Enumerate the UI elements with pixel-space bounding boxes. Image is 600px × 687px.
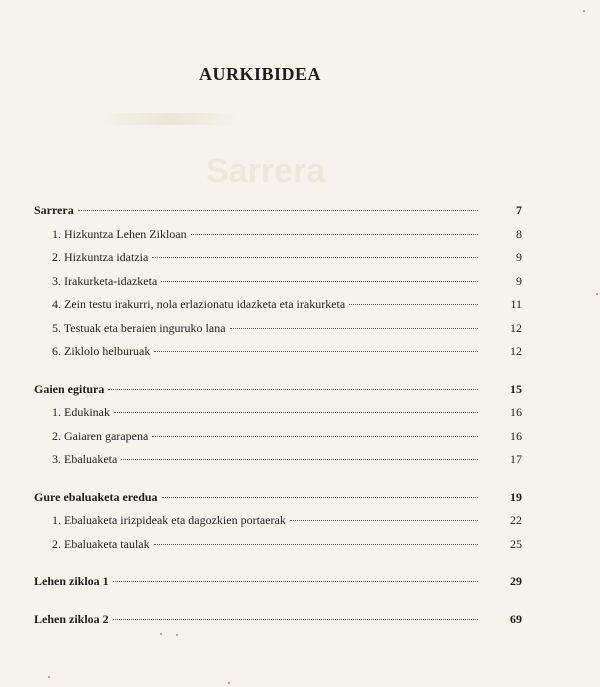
toc-page-number: 17: [510, 452, 522, 466]
toc-entry[interactable]: [34, 452, 522, 476]
toc-section: [34, 574, 522, 598]
toc-section-heading[interactable]: [34, 382, 522, 406]
toc-section: [34, 203, 522, 368]
bleed-through-heading: Sarrera: [206, 152, 326, 190]
paper-speck: [583, 10, 585, 12]
dot-leader: [230, 328, 478, 329]
toc-page-number: 7: [516, 203, 522, 217]
toc-section-title: Sarrera: [34, 203, 74, 217]
toc-entry-label: 1. Hizkuntza Lehen Zikloan: [52, 226, 187, 241]
toc-section-heading[interactable]: [34, 612, 522, 636]
dot-leader: [152, 436, 478, 437]
page-title: AURKIBIDEA: [198, 64, 322, 84]
dot-leader: [290, 520, 478, 521]
toc-page-number: 19: [510, 489, 522, 504]
dot-leader: [121, 459, 478, 460]
toc-entry[interactable]: [34, 344, 522, 368]
toc-section-heading[interactable]: [34, 203, 522, 227]
toc-section-title: Gure ebaluaketa eredua: [34, 489, 158, 504]
toc-page-number: 15: [510, 381, 522, 396]
dot-leader: [152, 257, 478, 258]
paper-speck: [228, 682, 230, 684]
bleed-through-smudge: [100, 113, 240, 125]
toc-entry[interactable]: [34, 274, 522, 298]
toc-page-number: 9: [516, 273, 522, 288]
toc-page-number: 22: [510, 513, 522, 527]
toc-section-heading[interactable]: [34, 574, 522, 598]
toc-entry-label: 2. Hizkuntza idatzia: [52, 250, 149, 264]
toc-entry[interactable]: [34, 297, 522, 321]
toc-entry[interactable]: [34, 405, 522, 429]
dot-leader: [108, 389, 478, 390]
toc-page-number: 16: [510, 405, 522, 419]
toc-page-number: 29: [510, 574, 522, 588]
toc-section: [34, 382, 522, 476]
toc-entry[interactable]: [34, 537, 522, 561]
paper-speck: [596, 293, 598, 295]
toc-entry-label: 2. Gaiaren garapena: [52, 428, 149, 443]
toc-entry[interactable]: [34, 429, 522, 453]
toc-entry[interactable]: [34, 250, 522, 274]
toc-entry-label: 1. Ebaluaketa irizpideak eta dagozkien portaerak: [52, 513, 286, 527]
toc-page-number: 69: [510, 611, 522, 626]
paper-speck: [176, 634, 178, 636]
dot-leader: [349, 304, 478, 305]
paper-speck: [160, 633, 162, 635]
dot-leader: [114, 412, 478, 413]
toc-entry-label: 6. Ziklolo helburuak: [52, 344, 151, 358]
toc-page-number: 12: [510, 344, 522, 358]
toc-page-number: 25: [510, 536, 522, 551]
toc-entry[interactable]: [34, 227, 522, 251]
dot-leader: [162, 497, 478, 498]
toc-entry[interactable]: [34, 321, 522, 345]
toc-section-title: Lehen zikloa 1: [34, 574, 109, 588]
dot-leader: [113, 581, 478, 582]
toc-page-number: 11: [510, 297, 522, 311]
toc-section-heading[interactable]: [34, 490, 522, 514]
paper-speck: [48, 676, 50, 678]
toc-entry-label: 3. Irakurketa-idazketa: [52, 273, 158, 288]
dot-leader: [161, 281, 478, 282]
toc-entry[interactable]: [34, 513, 522, 537]
dot-leader: [113, 619, 478, 620]
dot-leader: [191, 234, 478, 235]
toc-entry-label: 2. Ebaluaketa taulak: [52, 536, 150, 551]
toc-section: [34, 612, 522, 636]
toc-entry-label: 3. Ebaluaketa: [52, 452, 118, 466]
toc-page-number: 16: [510, 428, 522, 443]
dot-leader: [154, 351, 478, 352]
toc-entry-label: 5. Testuak eta beraien inguruko lana: [52, 320, 226, 335]
toc-section: [34, 490, 522, 561]
toc-section-title: Lehen zikloa 2: [34, 611, 109, 626]
dot-leader: [78, 210, 478, 211]
toc-section-title: Gaien egitura: [34, 381, 105, 396]
toc-page-number: 9: [516, 250, 522, 264]
toc-entry-label: 4. Zein testu irakurri, nola erlazionatu idazketa eta irakurketa: [52, 297, 346, 311]
table-of-contents: [34, 203, 522, 649]
toc-page-number: 8: [516, 226, 522, 241]
dot-leader: [154, 544, 478, 545]
toc-page-number: 12: [510, 320, 522, 335]
toc-entry-label: 1. Edukinak: [52, 405, 110, 419]
